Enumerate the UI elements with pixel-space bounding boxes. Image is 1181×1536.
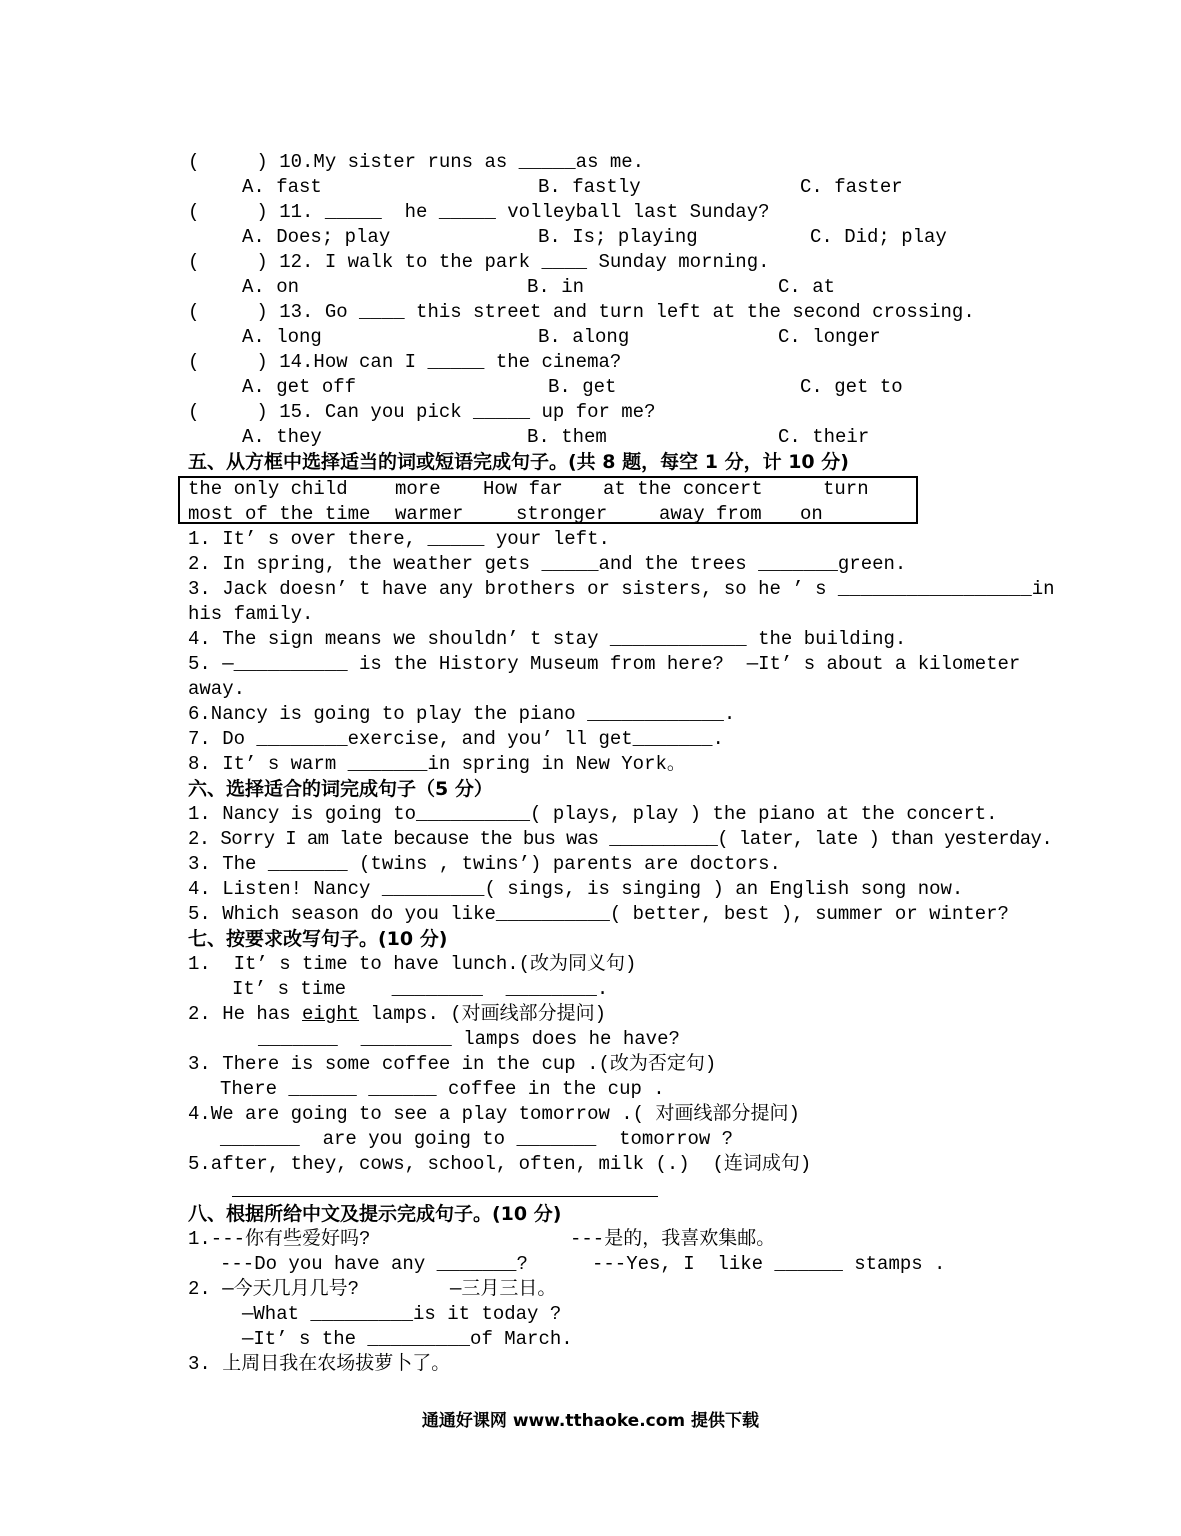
answer-blank-line bbox=[232, 1196, 658, 1197]
page-footer: 通通好课网 www.tthaoke.com 提供下载 bbox=[421, 1411, 760, 1431]
option-c: C. get to bbox=[800, 376, 903, 398]
option-c: C. at bbox=[778, 276, 836, 298]
s6-line: 5. Which season do you like__________( better, best ), summer or winter? bbox=[188, 903, 1009, 925]
s5-line: 5. —__________ is the History Museum from here? —It’ s about a kilometer bbox=[188, 653, 1021, 675]
s8-line: —It’ s the _________of March. bbox=[242, 1328, 573, 1350]
question-text: ( ) 14.How can I _____ the cinema? bbox=[188, 351, 622, 373]
s6-line: 2. Sorry I am late because the bus was __________( later, late ) than yesterday. bbox=[188, 828, 1053, 850]
s7-line: _______ are you going to _______ tomorrow ? bbox=[220, 1128, 734, 1150]
word-bank-item: the only child bbox=[188, 478, 348, 500]
option-b: B. them bbox=[527, 426, 607, 448]
s6-line: 3. The _______ (twins , twins’) parents are doctors. bbox=[188, 853, 781, 875]
s7-line bbox=[188, 1002, 606, 1027]
option-c: C. faster bbox=[800, 176, 903, 198]
option-a: A. Does; play bbox=[242, 226, 391, 248]
section-5-heading: 五、从方框中选择适当的词或短语完成句子。(共 8 题，每空 1 分，计 10 分) bbox=[188, 451, 849, 473]
option-b: B. get bbox=[548, 376, 617, 398]
s5-line: 4. The sign means we shouldn’ t stay ____________ the building. bbox=[188, 628, 907, 650]
word-bank-item: turn bbox=[823, 478, 869, 500]
question-text: ( ) 10.My sister runs as _____as me. bbox=[188, 151, 645, 173]
s5-line: 1. It’ s over there, _____ your left. bbox=[188, 528, 610, 550]
option-b: B. Is; playing bbox=[538, 226, 698, 248]
section-6-heading: 六、选择适合的词完成句子（5 分） bbox=[188, 778, 493, 800]
option-c: C. Did; play bbox=[810, 226, 947, 248]
option-b: B. along bbox=[538, 326, 630, 348]
option-a: A. they bbox=[242, 426, 322, 448]
s8-line: 3. 上周日我在农场拔萝卜了。 bbox=[188, 1353, 451, 1375]
s6-line: 1. Nancy is going to__________( plays, play ) the piano at the concert. bbox=[188, 803, 998, 825]
question-text: ( ) 12. I walk to the park ____ Sunday morning. bbox=[188, 251, 770, 273]
option-c: C. longer bbox=[778, 326, 881, 348]
question-text: ( ) 15. Can you pick _____ up for me? bbox=[188, 401, 656, 423]
word-bank-item: How far bbox=[483, 478, 563, 500]
s8-line: ---Do you have any _______? bbox=[220, 1253, 528, 1275]
s5-line: 3. Jack doesn’ t have any brothers or sisters, so he ’ s _________________in bbox=[188, 578, 1055, 600]
s6-line: 4. Listen! Nancy _________( sings, is singing ) an English song now. bbox=[188, 878, 964, 900]
section-8-heading: 八、根据所给中文及提示完成句子。(10 分) bbox=[188, 1203, 562, 1225]
s7-line: 3. There is some coffee in the cup .(改为否定句) bbox=[188, 1053, 717, 1075]
s8-line: 2. —今天几月几号? bbox=[188, 1278, 360, 1300]
s7-text: lamps. (对画线部分提问) bbox=[359, 1003, 607, 1025]
word-bank-item: on bbox=[800, 503, 823, 525]
option-b: B. fastly bbox=[538, 176, 641, 198]
s7-line: _______ ________ lamps does he have? bbox=[258, 1028, 680, 1050]
option-c: C. their bbox=[778, 426, 870, 448]
word-bank-item: at the concert bbox=[603, 478, 763, 500]
word-bank-item: away from bbox=[659, 503, 762, 525]
section-7-heading: 七、按要求改写句子。(10 分) bbox=[188, 928, 448, 950]
s7-text: 2. He has bbox=[188, 1003, 303, 1025]
question-text: ( ) 11. _____ he _____ volleyball last Sunday? bbox=[188, 201, 770, 223]
s8-line: ---是的，我喜欢集邮。 bbox=[570, 1228, 776, 1250]
option-a: A. get off bbox=[242, 376, 357, 398]
option-b: B. in bbox=[527, 276, 585, 298]
option-a: A. fast bbox=[242, 176, 322, 198]
s5-line: 6.Nancy is going to play the piano ____________. bbox=[188, 703, 736, 725]
word-bank-item: more bbox=[395, 478, 441, 500]
word-bank-item: most of the time bbox=[188, 503, 371, 525]
s5-line: 2. In spring, the weather gets _____and the trees _______green. bbox=[188, 553, 907, 575]
s7-line: It’ s time ________ ________. bbox=[232, 978, 609, 1000]
s5-line: 8. It’ s warm _______in spring in New York。 bbox=[188, 753, 686, 775]
option-a: A. on bbox=[242, 276, 300, 298]
s5-line: 7. Do ________exercise, and you’ ll get_______. bbox=[188, 728, 724, 750]
word-bank-item: warmer bbox=[395, 503, 464, 525]
option-a: A. long bbox=[242, 326, 322, 348]
s8-line: ---Yes, I like ______ stamps . bbox=[592, 1253, 946, 1275]
question-text: ( ) 13. Go ____ this street and turn left at the second crossing. bbox=[188, 301, 975, 323]
s5-line: away. bbox=[188, 678, 246, 700]
word-bank-item: stronger bbox=[516, 503, 608, 525]
s7-line: 1. It’ s time to have lunch.(改为同义句) bbox=[188, 953, 637, 975]
s7-line: 4.We are going to see a play tomorrow .( 对画线部分提问) bbox=[188, 1103, 800, 1125]
s8-line: —三月三日。 bbox=[450, 1278, 557, 1300]
s8-line: 1.---你有些爱好吗? bbox=[188, 1228, 371, 1250]
s7-line: There ______ ______ coffee in the cup . bbox=[220, 1078, 665, 1100]
underlined-word: eight bbox=[302, 1003, 360, 1025]
s7-line: 5.after, they, cows, school, often, milk (.) (连词成句) bbox=[188, 1153, 812, 1175]
s5-line: his family. bbox=[188, 603, 314, 625]
s8-line: —What _________is it today ? bbox=[242, 1303, 562, 1325]
